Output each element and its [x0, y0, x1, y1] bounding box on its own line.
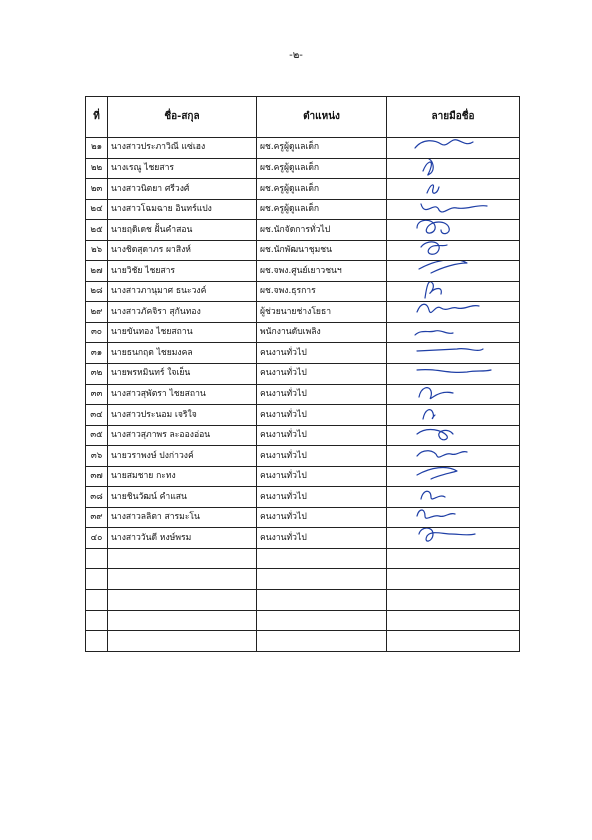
handwritten-signature [387, 405, 520, 426]
row-signature [387, 446, 520, 467]
handwritten-signature [387, 487, 520, 508]
row-number [86, 610, 108, 631]
row-position: คนงานทั่วไป [257, 446, 387, 467]
handwritten-signature [387, 199, 520, 220]
row-name: นางสาวประภาวิณี แซ่เฮง [108, 138, 257, 159]
row-position: ผช.จพง.ศูนย์เยาวชนฯ [257, 261, 387, 282]
row-number: ๒๙ [86, 302, 108, 323]
table-row [86, 179, 520, 200]
row-number: ๒๔ [86, 199, 108, 220]
handwritten-signature [387, 158, 520, 179]
table-row [86, 590, 520, 611]
handwritten-signature [387, 425, 520, 446]
row-position: คนงานทั่วไป [257, 507, 387, 528]
row-number: ๒๗ [86, 261, 108, 282]
handwritten-signature [387, 446, 520, 467]
row-name: นายขันทอง ไชยสถาน [108, 322, 257, 343]
table-row [86, 322, 520, 343]
row-name: นางสาววันดี หงษ์พรม [108, 528, 257, 549]
row-name: นางสาวโฉมฉาย อินทร์แปง [108, 199, 257, 220]
table-row [86, 158, 520, 179]
row-name [108, 590, 257, 611]
table-row [86, 364, 520, 385]
row-signature [387, 487, 520, 508]
row-position: ผช.ครูผู้ดูแลเด็ก [257, 199, 387, 220]
row-signature [387, 281, 520, 302]
header-signature: ลายมือชื่อ [387, 97, 520, 138]
handwritten-signature [387, 240, 520, 261]
row-name: นางสาวลลิตา สารมะโน [108, 507, 257, 528]
row-number: ๓๖ [86, 446, 108, 467]
row-number: ๓๓ [86, 384, 108, 405]
row-signature [387, 548, 520, 569]
row-signature [387, 302, 520, 323]
header-position: ตำแหน่ง [257, 97, 387, 138]
row-signature [387, 364, 520, 385]
attendance-table [85, 96, 520, 652]
row-signature [387, 590, 520, 611]
row-number: ๓๐ [86, 322, 108, 343]
table-row [86, 405, 520, 426]
row-signature [387, 466, 520, 487]
table-body [86, 138, 520, 652]
row-name: นางชิดสุดาภร ผาสิงห์ [108, 240, 257, 261]
header-name: ชื่อ-สกุล [108, 97, 257, 138]
row-name: นายพรหมินทร์ ใจเย็น [108, 364, 257, 385]
row-name: นายฤดิเดช ฝั้นคำสอน [108, 220, 257, 241]
row-number: ๓๒ [86, 364, 108, 385]
row-number: ๒๕ [86, 220, 108, 241]
row-name: นางสาวภัคจิรา สุกันทอง [108, 302, 257, 323]
table-header-row [86, 97, 520, 138]
table-row [86, 343, 520, 364]
table-row [86, 220, 520, 241]
row-number: ๓๘ [86, 487, 108, 508]
handwritten-signature [387, 281, 520, 302]
table-row [86, 425, 520, 446]
table-row [86, 466, 520, 487]
handwritten-signature [387, 364, 520, 385]
row-signature [387, 261, 520, 282]
row-name: นายวิชัย ไชยสาร [108, 261, 257, 282]
row-number [86, 548, 108, 569]
handwritten-signature [387, 343, 520, 364]
row-name: นางสาวภานุมาศ ธนะวงค์ [108, 281, 257, 302]
row-number: ๒๓ [86, 179, 108, 200]
row-name: นางสาวสุพัตรา ไชยสถาน [108, 384, 257, 405]
row-number: ๔๐ [86, 528, 108, 549]
table-row [86, 507, 520, 528]
row-signature [387, 569, 520, 590]
row-signature [387, 199, 520, 220]
row-number [86, 631, 108, 652]
row-name: นายวราพงษ์ ปงก่าวงค์ [108, 446, 257, 467]
row-name: นายธนกฤต ไชยมงคล [108, 343, 257, 364]
table-row [86, 302, 520, 323]
row-number: ๒๑ [86, 138, 108, 159]
row-position: คนงานทั่วไป [257, 466, 387, 487]
row-position: คนงานทั่วไป [257, 384, 387, 405]
table-row [86, 528, 520, 549]
row-name [108, 610, 257, 631]
row-number: ๒๖ [86, 240, 108, 261]
row-signature [387, 405, 520, 426]
row-number: ๓๙ [86, 507, 108, 528]
row-signature [387, 220, 520, 241]
row-signature [387, 138, 520, 159]
handwritten-signature [387, 220, 520, 241]
table-row [86, 610, 520, 631]
header-no: ที่ [86, 97, 108, 138]
table-row [86, 569, 520, 590]
handwritten-signature [387, 138, 520, 159]
row-position: ผช.ครูผู้ดูแลเด็ก [257, 158, 387, 179]
row-position [257, 569, 387, 590]
row-name: นายสมชาย กะทง [108, 466, 257, 487]
table-row [86, 631, 520, 652]
row-signature [387, 158, 520, 179]
row-position: ผช.นักจัดการทั่วไป [257, 220, 387, 241]
row-position: คนงานทั่วไป [257, 405, 387, 426]
row-number: ๓๗ [86, 466, 108, 487]
row-position: คนงานทั่วไป [257, 487, 387, 508]
row-signature [387, 631, 520, 652]
row-position: คนงานทั่วไป [257, 364, 387, 385]
handwritten-signature [387, 384, 520, 405]
row-name [108, 548, 257, 569]
handwritten-signature [387, 322, 520, 343]
row-number: ๓๔ [86, 405, 108, 426]
row-signature [387, 507, 520, 528]
row-number [86, 590, 108, 611]
row-position [257, 610, 387, 631]
row-position: ผู้ช่วยนายช่างโยธา [257, 302, 387, 323]
row-position [257, 590, 387, 611]
table-row [86, 548, 520, 569]
row-position: ผช.ครูผู้ดูแลเด็ก [257, 179, 387, 200]
row-number: ๒๒ [86, 158, 108, 179]
table-row [86, 384, 520, 405]
row-position: คนงานทั่วไป [257, 343, 387, 364]
row-signature [387, 610, 520, 631]
row-signature [387, 425, 520, 446]
row-signature [387, 179, 520, 200]
row-name [108, 569, 257, 590]
row-signature [387, 343, 520, 364]
table-row [86, 446, 520, 467]
row-name [108, 631, 257, 652]
handwritten-signature [387, 179, 520, 200]
row-position: ผช.นักพัฒนาชุมชน [257, 240, 387, 261]
handwritten-signature [387, 528, 520, 549]
row-number: ๓๕ [86, 425, 108, 446]
row-position [257, 548, 387, 569]
row-position: พนักงานดับเพลิง [257, 322, 387, 343]
table-row [86, 240, 520, 261]
row-signature [387, 240, 520, 261]
table-row [86, 261, 520, 282]
handwritten-signature [387, 466, 520, 487]
row-number [86, 569, 108, 590]
row-position: ผช.จพง.ธุรการ [257, 281, 387, 302]
page-number: -๒- [289, 50, 303, 61]
handwritten-signature [387, 261, 520, 282]
table-row [86, 487, 520, 508]
row-position: ผช.ครูผู้ดูแลเด็ก [257, 138, 387, 159]
handwritten-signature [387, 507, 520, 528]
row-name: นางสาวสุภาพร ละอองอ่อน [108, 425, 257, 446]
row-number: ๒๘ [86, 281, 108, 302]
row-name: นางสาวนิตยา ศรีวงศ์ [108, 179, 257, 200]
row-position: คนงานทั่วไป [257, 528, 387, 549]
row-signature [387, 322, 520, 343]
table-row [86, 138, 520, 159]
table-row [86, 199, 520, 220]
row-name: นางสาวประนอม เจริใจ [108, 405, 257, 426]
row-position: คนงานทั่วไป [257, 425, 387, 446]
table-row [86, 281, 520, 302]
row-number: ๓๑ [86, 343, 108, 364]
row-signature [387, 384, 520, 405]
row-name: นายชินวัฒน์ คำแสน [108, 487, 257, 508]
row-signature [387, 528, 520, 549]
row-position [257, 631, 387, 652]
handwritten-signature [387, 302, 520, 323]
row-name: นางเรณู ไชยสาร [108, 158, 257, 179]
